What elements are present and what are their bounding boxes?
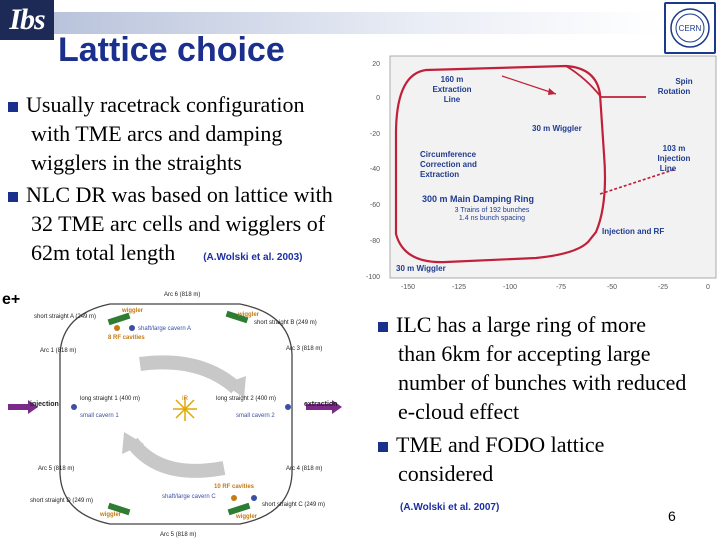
plot-label: 160 m [440, 75, 464, 84]
bullet-line: TME and FODO lattice [396, 432, 605, 457]
ring-label: short straight B (249 m) [254, 320, 317, 326]
ring-label: shaft/large cavern C [162, 494, 216, 500]
bullet-square-icon [8, 102, 18, 112]
cavern-marker [285, 404, 291, 410]
circulation-arrow-top [140, 362, 236, 388]
plot-label: 3 Trains of 192 bunches [454, 207, 530, 214]
ibs-logo: Ibs [0, 0, 54, 40]
ring-label: short straight A (249 m) [34, 314, 97, 320]
y-tick: 0 [376, 95, 380, 102]
x-tick: 0 [706, 284, 710, 291]
ring-label: shaft/large cavern A [138, 326, 192, 332]
ring-label: short straight D (249 m) [30, 498, 94, 504]
plot-label: Rotation [657, 87, 691, 96]
x-tick: -75 [555, 284, 567, 291]
ring-label: short straight C (249 m) [262, 502, 326, 508]
bullet-ilc [378, 310, 686, 426]
citation-2003: (A.Wolski et al. 2003) [203, 252, 303, 263]
plot-label: Extraction [420, 170, 460, 179]
bullet-line: Usually racetrack configuration [26, 92, 305, 117]
plot-label: 1.4 ns bunch spacing [458, 215, 526, 222]
ring-label: Arc 6 (818 m) [164, 292, 201, 298]
ring-label: extraction [304, 401, 338, 408]
ring-label: wiggler [122, 308, 144, 314]
rf-marker [114, 325, 120, 331]
rf-marker [231, 495, 237, 501]
bullet-square-icon [8, 192, 18, 202]
bullet-racetrack [8, 90, 305, 177]
x-tick: -25 [657, 284, 669, 291]
ring-label: wiggler [236, 514, 258, 520]
cern-logo-text: CERN [678, 24, 702, 33]
plot-label: Injection [657, 154, 691, 163]
bullet-line: 32 TME arc cells and wigglers of [31, 211, 326, 236]
wiggler-block [108, 313, 131, 326]
ring-label: Arc 1 (818 m) [40, 348, 77, 354]
ring-label: Arc 5 (818 m) [38, 466, 75, 472]
slide-title: Lattice choice [58, 31, 285, 69]
y-tick: 20 [372, 61, 380, 68]
ring-label: Arc 5 (818 m) [160, 532, 197, 538]
plot-label: Extraction [432, 85, 472, 94]
bullet-line: with TME arcs and damping [31, 121, 283, 146]
slide-number: 6 [668, 508, 676, 524]
bullet-line: number of bunches with reduced [398, 370, 687, 395]
bullet-line: wigglers in the straights [31, 150, 242, 175]
injection-arrow-icon [8, 404, 28, 410]
cavern-marker [251, 495, 257, 501]
ring-label: 10 RF cavities [214, 484, 255, 490]
ring-label: wiggler [100, 512, 122, 518]
x-tick: -125 [451, 284, 467, 291]
bullet-line: ILC has a large ring of more [396, 312, 647, 337]
cavern-marker [71, 404, 77, 410]
plot-label: Spin [675, 77, 693, 86]
plot-label: Circumference [420, 150, 477, 159]
cern-logo-graphic [666, 4, 714, 52]
plot-label: 30 m Wiggler [532, 124, 582, 133]
bullet-tme-fodo [378, 430, 604, 488]
ring-label: Arc 3 (818 m) [286, 346, 323, 352]
nlc-damping-ring-plot [356, 54, 718, 294]
circulation-arrow-bottom [132, 442, 224, 471]
bullet-nlc [8, 180, 333, 272]
bullet-line: than 6km for accepting large [398, 341, 651, 366]
plot-label: 103 m [662, 144, 686, 153]
y-tick: -40 [369, 166, 380, 173]
y-tick: -60 [369, 202, 380, 209]
cavern-marker [129, 325, 135, 331]
ring-label: small cavern 1 [80, 413, 119, 419]
ring-label: Arc 4 (818 m) [286, 466, 323, 472]
positron-label: e+ [2, 291, 21, 308]
plot-label: 300 m Main Damping Ring [422, 194, 535, 204]
ilc-ring-diagram [0, 284, 356, 540]
ring-label: long straight 2 (400 m) [216, 396, 277, 402]
plot-label: Correction and [420, 160, 477, 169]
ring-label: 8 RF cavities [108, 335, 145, 341]
plot-label: Injection and RF [602, 227, 665, 236]
cern-logo [664, 2, 716, 54]
bullet-square-icon [378, 322, 388, 332]
citation-2007: (A.Wolski et al. 2007) [400, 502, 500, 513]
ring-label: long straight 1 (400 m) [80, 396, 141, 402]
ring-label: injection [30, 401, 59, 408]
y-tick: -100 [365, 274, 380, 281]
bullet-square-icon [378, 442, 388, 452]
bullet-line: considered [398, 461, 494, 486]
ring-label: wiggler [238, 312, 260, 318]
ir-label: IR [182, 396, 188, 402]
bullet-line: 62m total length [31, 240, 176, 265]
plot-label: Line [443, 95, 461, 104]
x-tick: -50 [606, 284, 618, 291]
y-tick: -20 [369, 131, 380, 138]
plot-label: 30 m Wiggler [396, 264, 446, 273]
ring-label: small cavern 2 [236, 413, 275, 419]
x-tick: -100 [502, 284, 518, 291]
x-tick: -150 [400, 284, 416, 291]
y-tick: -80 [369, 238, 380, 245]
bullet-line: NLC DR was based on lattice with [26, 182, 333, 207]
bullet-line: e-cloud effect [398, 399, 520, 424]
plot-label: Line [659, 164, 677, 173]
